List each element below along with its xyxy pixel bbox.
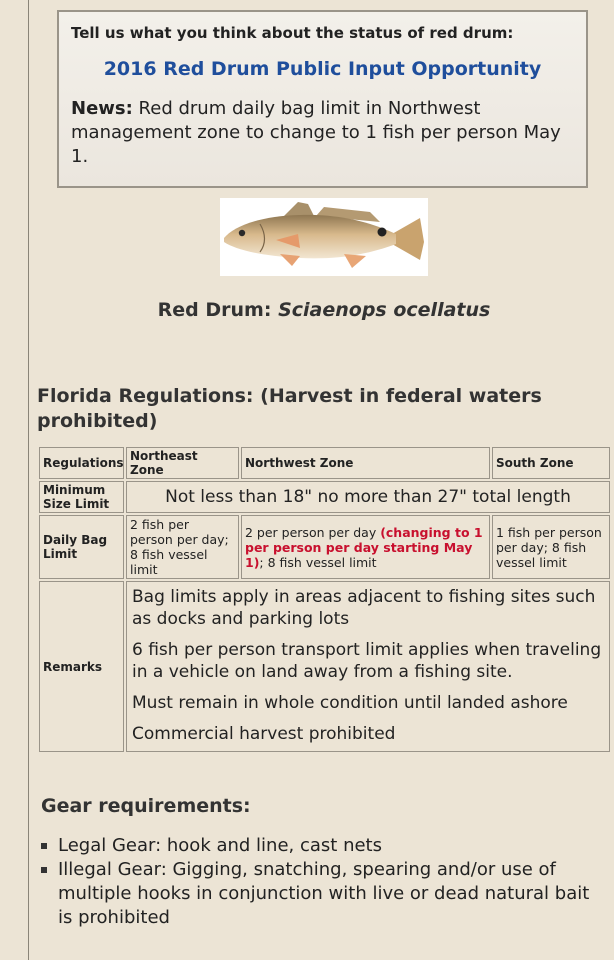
regulations-table	[37, 445, 612, 754]
gear-title: Gear requirements:	[41, 795, 251, 817]
northwest-bag-text: 2 per person per day	[245, 524, 381, 540]
remarks-content	[126, 581, 610, 752]
remark-item: Bag limits apply in areas adjacent to fishing sites such as docks and parking lots	[132, 587, 596, 629]
remark-item: Commercial harvest prohibited	[132, 724, 396, 744]
min-size-value: Not less than 18" no more than 27" total length	[126, 481, 610, 513]
news-body: Red drum daily bag limit in Northwest management zone to change to 1 fish per person May 1.	[71, 98, 561, 167]
northwest-bag-limit	[241, 515, 490, 579]
regulations-title: Florida Regulations: (Harvest in federal waters prohibited)	[37, 385, 542, 432]
species-scientific-name: Sciaenops ocellatus	[278, 299, 491, 321]
header-northwest-zone: Northwest Zone	[241, 447, 490, 479]
remarks-label: Remarks	[39, 581, 124, 752]
square-bullet-icon	[41, 843, 47, 849]
public-input-link[interactable]: 2016 Red Drum Public Input Opportunity	[103, 58, 542, 80]
northwest-bag-vessel-limit: ; 8 fish vessel limit	[259, 554, 377, 570]
species-common-name: Red Drum:	[157, 299, 279, 321]
species-caption	[0, 299, 614, 321]
square-bullet-icon	[41, 867, 47, 873]
red-drum-fish-image	[220, 198, 428, 276]
list-item	[41, 834, 601, 858]
header-northeast-zone: Northeast Zone	[126, 447, 239, 479]
remark-item: 6 fish per person transport limit applies when traveling in a vehicle on land away from a fishing site.	[132, 640, 602, 682]
input-notice-box	[57, 10, 588, 188]
table-row-min-size	[39, 481, 610, 513]
gear-item-legal: Legal Gear: hook and line, cast nets	[58, 835, 382, 856]
header-south-zone: South Zone	[492, 447, 610, 479]
list-item	[41, 858, 601, 930]
min-size-label: Minimum Size Limit	[39, 481, 124, 513]
south-bag-limit: 1 fish per person per day; 8 fish vessel limit	[492, 515, 610, 579]
daily-bag-label: Daily Bag Limit	[39, 515, 124, 579]
news-text	[71, 97, 574, 169]
gear-item-illegal: Illegal Gear: Gigging, snatching, spearing and/or use of multiple hooks in conjunction with live or dead natural bait is prohibited	[58, 859, 590, 928]
table-row-remarks	[39, 581, 610, 752]
table-header-row	[39, 447, 610, 479]
table-row-daily-bag	[39, 515, 610, 579]
notice-heading: Tell us what you think about the status of red drum:	[71, 24, 514, 42]
northeast-bag-limit: 2 fish per person per day; 8 fish vessel limit	[126, 515, 239, 579]
northwest-bag-change-alert: (changing to 1 per person per day starting May 1)	[245, 524, 483, 570]
red-drum-fish-illustration	[220, 198, 428, 276]
gear-list	[41, 834, 601, 930]
page-left-border	[28, 0, 29, 960]
news-label: News:	[71, 98, 133, 119]
remark-item: Must remain in whole condition until landed ashore	[132, 693, 568, 713]
header-regulations: Regulations	[39, 447, 124, 479]
